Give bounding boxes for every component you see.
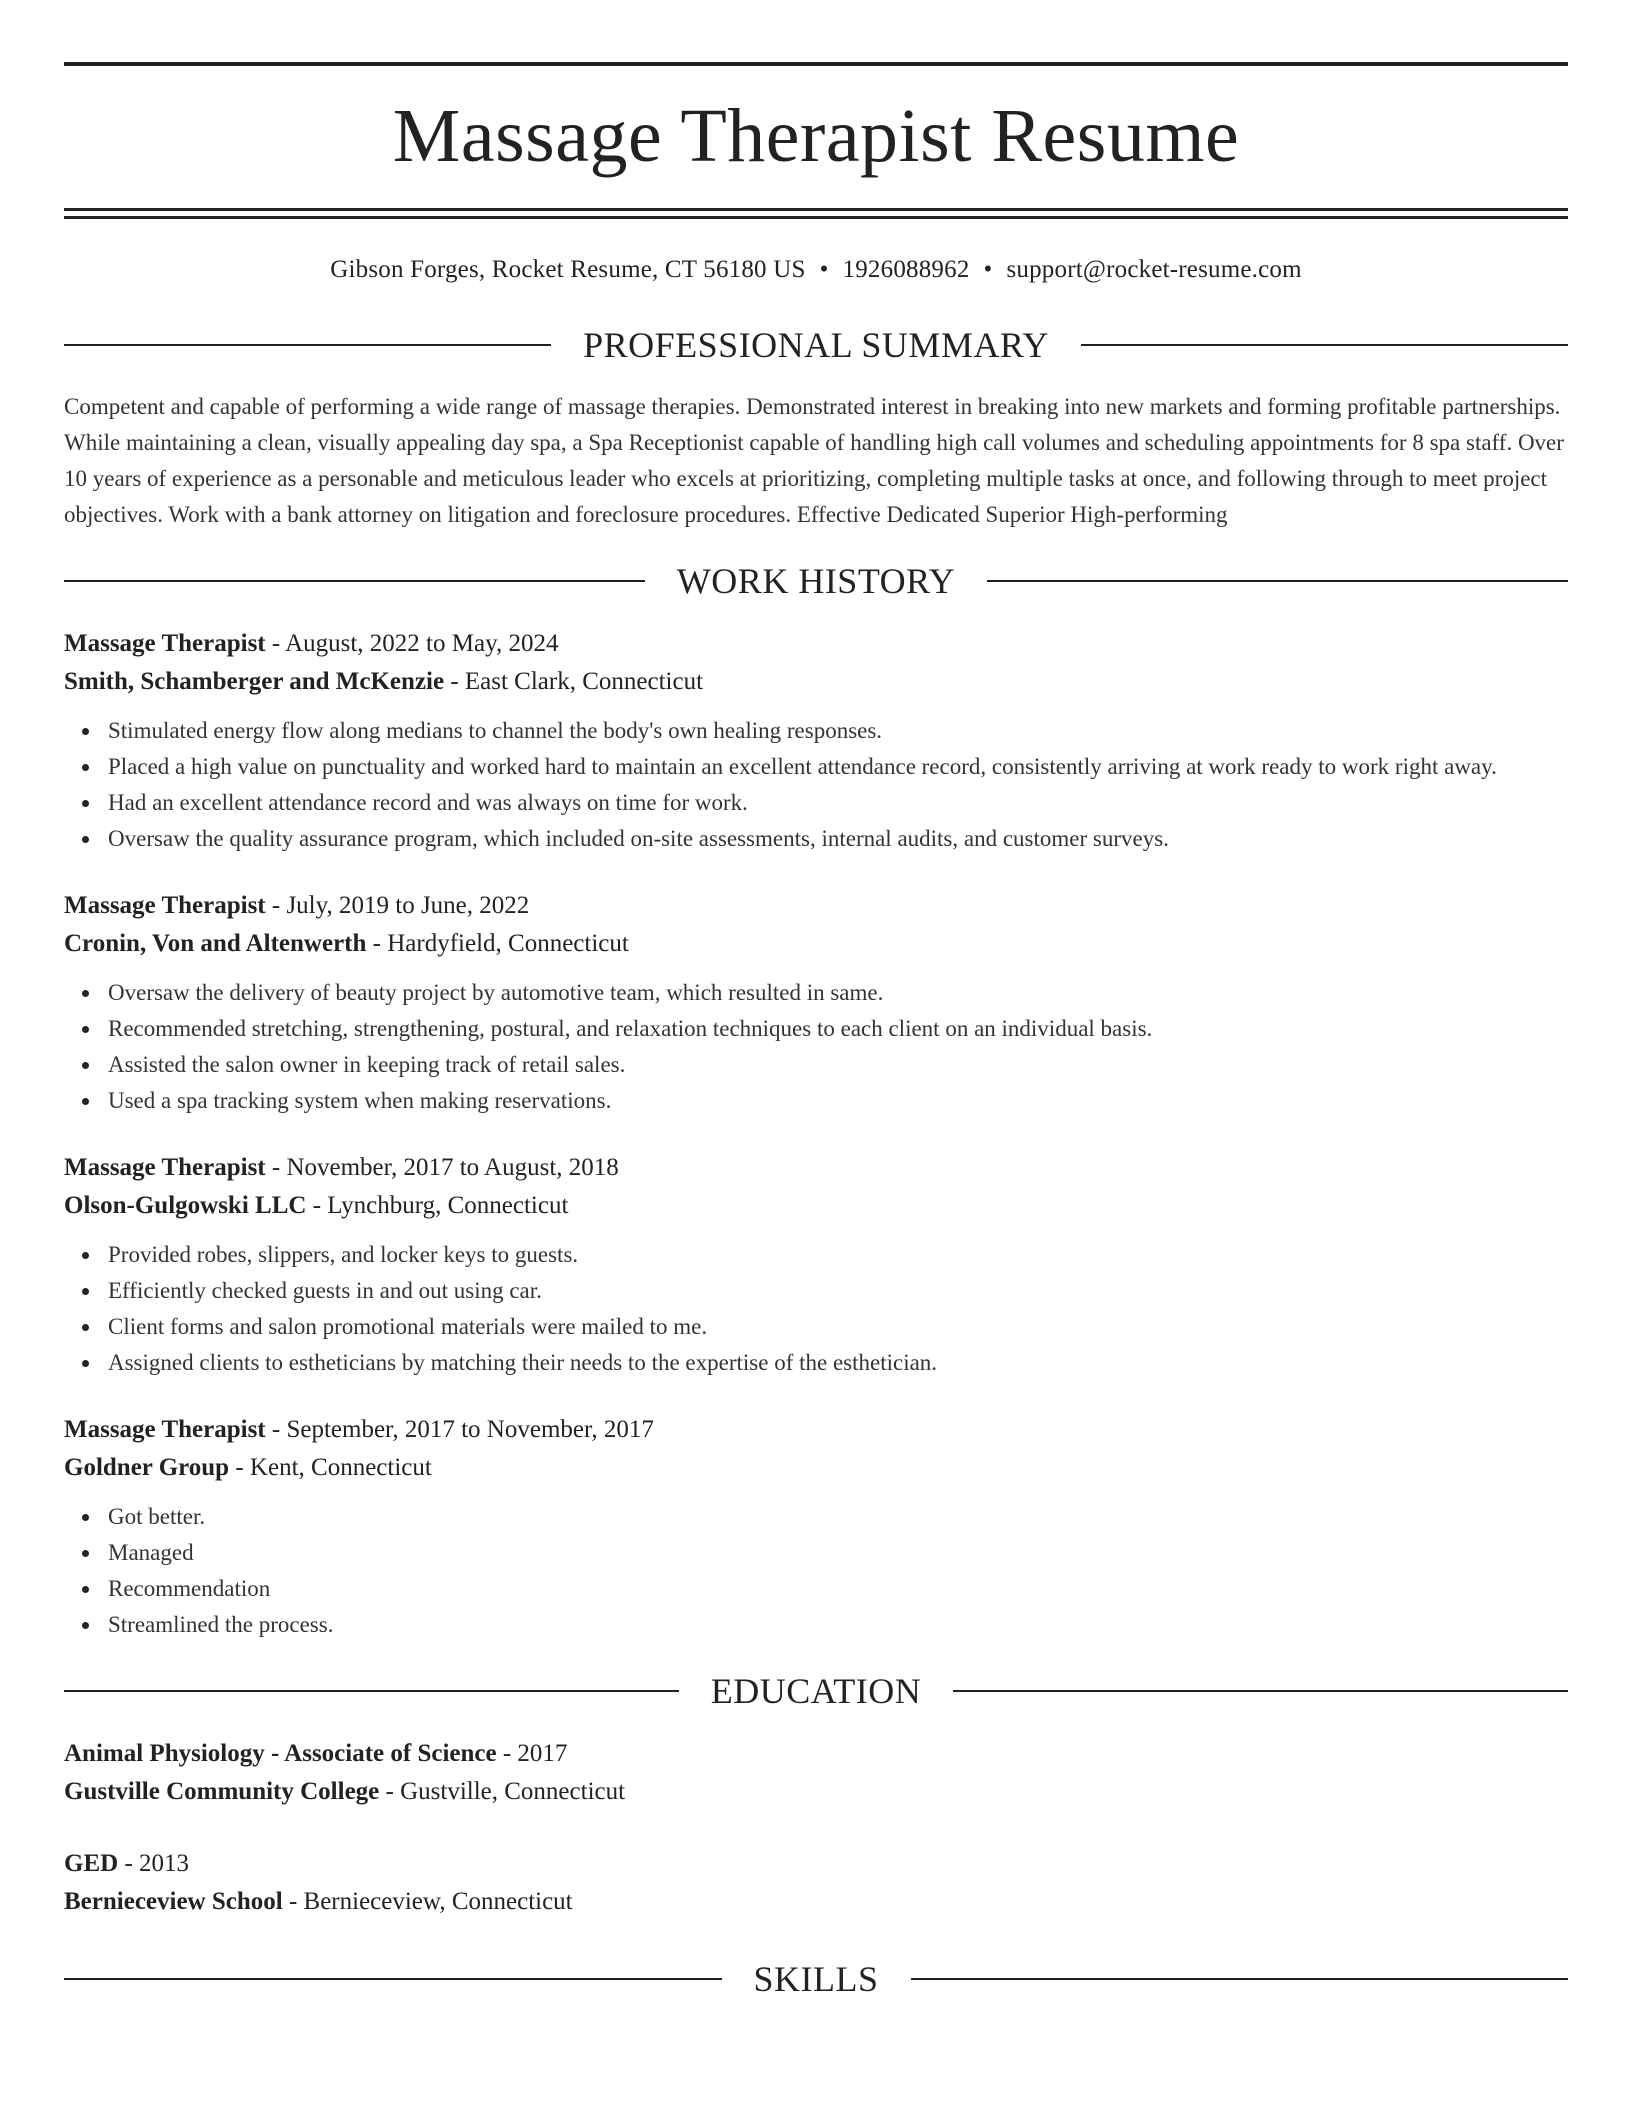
section-heading-work-history: [64, 561, 1568, 601]
job-location: - Kent, Connecticut: [229, 1454, 432, 1481]
job-company: Goldner Group: [64, 1454, 230, 1481]
job-bullets: [64, 713, 1568, 857]
job-entry: [64, 1411, 1568, 1643]
job-entry: [64, 625, 1568, 857]
graduation-year: - 2013: [118, 1850, 190, 1877]
job-bullet: Streamlined the process.: [108, 1607, 1568, 1643]
school: Gustville Community College: [64, 1778, 380, 1805]
school-line: [64, 1883, 1568, 1921]
job-bullets: [64, 1237, 1568, 1381]
section-heading-skills: [64, 1959, 1568, 1999]
heading-rule-left: [64, 580, 645, 582]
heading-rule-right: [911, 1978, 1569, 1980]
job-bullet: Assisted the salon owner in keeping track of retail sales.: [108, 1047, 1568, 1083]
job-bullet: Got better.: [108, 1499, 1568, 1535]
section-heading-education: [64, 1671, 1568, 1711]
job-bullet: Used a spa tracking system when making reservations.: [108, 1083, 1568, 1119]
school-line: [64, 1773, 1568, 1811]
contact-address: Gibson Forges, Rocket Resume, CT 56180 US: [330, 256, 806, 283]
heading-rule-right: [1081, 344, 1568, 346]
job-title: Massage Therapist: [64, 630, 266, 657]
degree-line: [64, 1735, 1568, 1773]
school-location: - Gustville, Connecticut: [379, 1778, 626, 1805]
job-bullet: Recommended stretching, strengthening, postural, and relaxation techniques to each client on an individual basis.: [108, 1011, 1568, 1047]
heading-rule-right: [987, 580, 1568, 582]
job-dates: - November, 2017 to August, 2018: [265, 1154, 619, 1181]
job-bullet: Assigned clients to estheticians by matching their needs to the expertise of the esthetician.: [108, 1345, 1568, 1381]
contact-email: support@rocket-resume.com: [1006, 256, 1302, 283]
heading-rule-left: [64, 344, 551, 346]
heading-rule-right: [953, 1690, 1568, 1692]
job-bullet: Client forms and salon promotional materials were mailed to me.: [108, 1309, 1568, 1345]
contact-line: [64, 255, 1568, 285]
job-title: Massage Therapist: [64, 892, 266, 919]
job-dates: - July, 2019 to June, 2022: [265, 892, 530, 919]
degree: Animal Physiology - Associate of Science: [64, 1740, 497, 1767]
job-dates: - August, 2022 to May, 2024: [265, 630, 559, 657]
summary-text: Competent and capable of performing a wide range of massage therapies. Demonstrated interest in breaking into new markets and forming profitable partnerships. While maintaining a clean, visually appealing day spa, a Spa Receptionist capable of handling high call volumes and scheduling appointments for 8 spa staff. Over 10 years of experience as a personable and meticulous leader who excels at prioritizing, completing multiple tasks at once, and following through to meet project objectives. Work with a bank attorney on litigation and foreclosure procedures. Effective Dedicated Superior High-performing: [64, 394, 1564, 527]
job-bullet: Efficiently checked guests in and out using car.: [108, 1273, 1568, 1309]
job-bullet: Had an excellent attendance record and was always on time for work.: [108, 785, 1568, 821]
job-company: Olson-Gulgowski LLC: [64, 1192, 307, 1219]
job-company-line: [64, 925, 1568, 963]
section-title: EDUCATION: [710, 1671, 922, 1711]
job-company-line: [64, 1449, 1568, 1487]
job-bullet: Recommendation: [108, 1571, 1568, 1607]
education-entry: [64, 1735, 1568, 1811]
job-list: [64, 625, 1568, 1643]
job-entry: [64, 1149, 1568, 1381]
title-double-rule: [64, 208, 1568, 219]
heading-rule-left: [64, 1690, 679, 1692]
section-title: PROFESSIONAL SUMMARY: [583, 325, 1049, 365]
job-title: Massage Therapist: [64, 1416, 266, 1443]
job-title-line: [64, 625, 1568, 663]
job-company: Cronin, Von and Altenwerth: [64, 930, 367, 957]
job-location: - East Clark, Connecticut: [444, 668, 704, 695]
section-heading-summary: [64, 325, 1568, 365]
top-rule: [64, 62, 1568, 66]
job-dates: - September, 2017 to November, 2017: [265, 1416, 654, 1443]
heading-rule-left: [64, 1978, 722, 1980]
job-title: Massage Therapist: [64, 1154, 266, 1181]
degree-line: [64, 1845, 1568, 1883]
job-entry: [64, 887, 1568, 1119]
graduation-year: - 2017: [496, 1740, 568, 1767]
job-title-line: [64, 887, 1568, 925]
job-bullets: [64, 975, 1568, 1119]
degree: GED: [64, 1850, 119, 1877]
job-title-line: [64, 1411, 1568, 1449]
job-title-line: [64, 1149, 1568, 1187]
job-location: - Lynchburg, Connecticut: [306, 1192, 569, 1219]
section-title: SKILLS: [753, 1959, 879, 1999]
school-location: - Bernieceview, Connecticut: [282, 1888, 573, 1915]
job-bullet: Managed: [108, 1535, 1568, 1571]
job-bullet: Stimulated energy flow along medians to channel the body's own healing responses.: [108, 713, 1568, 749]
contact-phone: 1926088962: [842, 256, 970, 283]
job-company-line: [64, 1187, 1568, 1225]
contact-separator: •: [983, 256, 993, 283]
contact-separator: •: [819, 256, 829, 283]
school: Bernieceview School: [64, 1888, 283, 1915]
resume-title: Massage Therapist Resume: [392, 94, 1240, 178]
job-bullet: Oversaw the quality assurance program, which included on-site assessments, internal audits, and customer surveys.: [108, 821, 1568, 857]
job-bullet: Provided robes, slippers, and locker keys to guests.: [108, 1237, 1568, 1273]
job-company-line: [64, 663, 1568, 701]
job-bullet: Oversaw the delivery of beauty project by automotive team, which resulted in same.: [108, 975, 1568, 1011]
job-location: - Hardyfield, Connecticut: [366, 930, 629, 957]
job-bullets: [64, 1499, 1568, 1643]
job-company: Smith, Schamberger and McKenzie: [64, 668, 445, 695]
education-entry: [64, 1845, 1568, 1921]
job-bullet: Placed a high value on punctuality and worked hard to maintain an excellent attendance record, consistently arriving at work ready to work right away.: [108, 749, 1568, 785]
section-title: WORK HISTORY: [676, 561, 956, 601]
